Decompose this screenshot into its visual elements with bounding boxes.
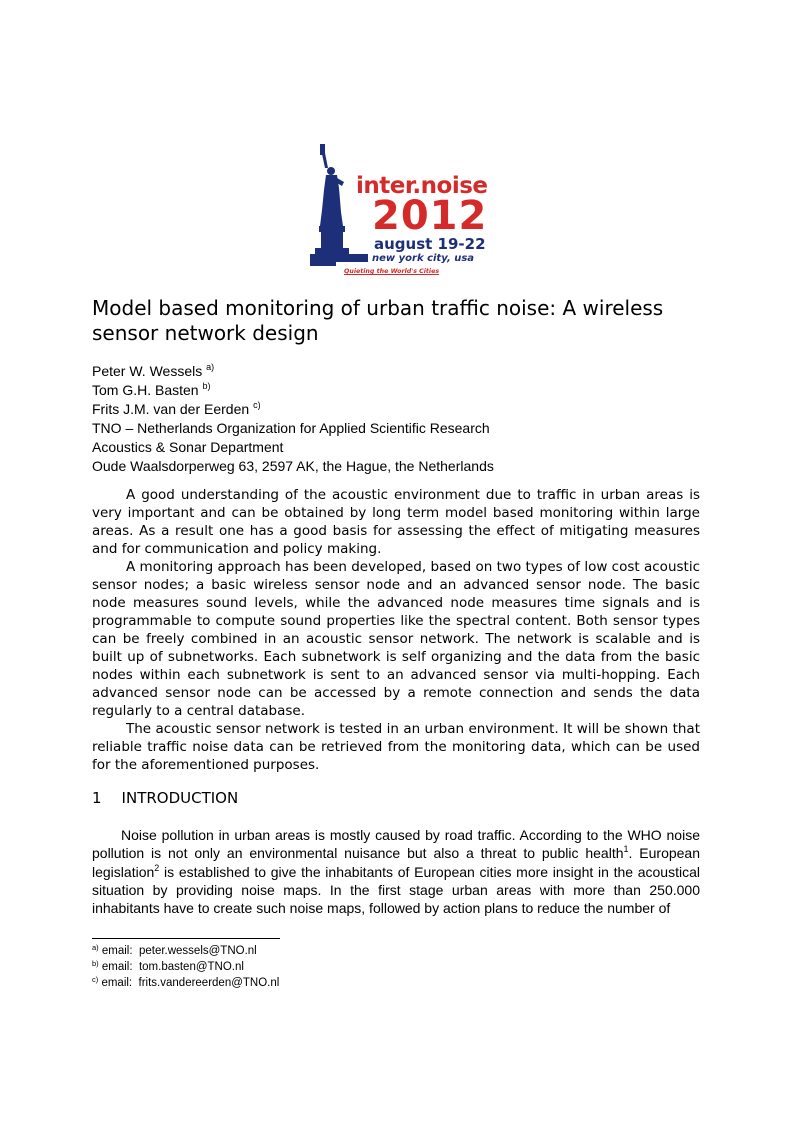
- author-name: Peter W. Wessels: [92, 363, 203, 379]
- footnote-mark: a): [92, 943, 99, 952]
- footnote-mark: c): [92, 975, 99, 984]
- affiliation-mark: a): [206, 362, 215, 372]
- footnote-label: email:: [101, 977, 133, 989]
- author-line: [92, 381, 494, 400]
- footnote-mark: b): [92, 959, 99, 968]
- section-heading: [92, 789, 238, 807]
- abstract-paragraph: A monitoring approach has been developed, based on two types of low cost acoustic sensor nodes; a basic wireless sensor node and an advanced sensor node. The basic node measures sound levels, while the advanced node measures time signals and is programmable to compute sound properties like the spectral content. Both sensor types can be freely combined in an acoustic sensor network. The network is scalable and is built up of subnetworks. Each subnetwork is self organizing and the data from the basic nodes within each subnetwork is sent to an advanced sensor via multi-hopping. Each advanced sensor node can be accessed by a remote connection and sends the data regularly to a central database.: [92, 559, 700, 719]
- affiliation-line: TNO – Netherlands Organization for Applied Scientific Research: [92, 420, 490, 436]
- email-link[interactable]: tom.basten@TNO.nl: [138, 961, 244, 973]
- logo-year: 2012: [372, 193, 488, 239]
- footnote: [92, 943, 279, 959]
- intro-text: . European legislation: [92, 845, 700, 880]
- footnote-divider: [92, 938, 280, 939]
- reference-mark: 1: [623, 844, 629, 855]
- footnote-label: email:: [101, 961, 133, 973]
- affiliation-line: Acoustics & Sonar Department: [92, 439, 284, 455]
- section-title: INTRODUCTION: [121, 789, 239, 807]
- abstract-paragraph: A good understanding of the acoustic environment due to traffic in urban areas is very important and can be obtained by long term model based monitoring within large areas. As a result one has a good basis for assessing the effect of mitigating measures and for communication and policy making.: [92, 487, 700, 557]
- intro-text: is established to give the inhabitants of European cities more insight in the acoustical situation by providing noise maps. In the first stage urban areas with more than 250.000 inhabitants have to create such noise maps, followed by action plans to reduce the number of: [92, 863, 700, 917]
- logo-tagline: Quieting the World's Cities: [344, 268, 440, 275]
- footnotes: [92, 943, 279, 991]
- abstract: [92, 486, 700, 774]
- conference-logo: [310, 140, 490, 280]
- section-number: 1: [92, 789, 102, 807]
- logo-name: inter.noise: [356, 173, 488, 199]
- affiliation-line: Oude Waalsdorperweg 63, 2597 AK, the Hague, the Netherlands: [92, 458, 494, 474]
- paper-title: Model based monitoring of urban traffic noise: A wireless sensor network design: [92, 296, 664, 345]
- affiliation-mark: c): [253, 400, 261, 410]
- footnote: [92, 959, 279, 975]
- author-line: [92, 362, 494, 381]
- author-name: Frits J.M. van der Eerden: [92, 401, 250, 417]
- intro-text: Noise pollution in urban areas is mostly caused by road traffic. According to the WHO noise pollution is not only an environmental nuisance but also a threat to public health: [92, 827, 700, 862]
- author-name: Tom G.H. Basten: [92, 382, 199, 398]
- footnote-label: email:: [101, 945, 133, 957]
- logo-dates: august 19-22: [374, 235, 486, 253]
- statue-of-liberty-icon: [310, 140, 370, 268]
- abstract-paragraph: The acoustic sensor network is tested in an urban environment. It will be shown that reliable traffic noise data can be retrieved from the monitoring data, which can be used for the aforementioned purposes.: [92, 721, 700, 773]
- footnote: [92, 975, 279, 991]
- author-line: [92, 400, 494, 419]
- reference-mark: 2: [154, 862, 160, 873]
- intro-paragraph: [92, 826, 700, 917]
- logo-location: new york city, usa: [372, 253, 475, 264]
- email-link[interactable]: frits.vandereerden@TNO.nl: [138, 977, 280, 989]
- affiliation-mark: b): [202, 381, 211, 391]
- author-block: [92, 362, 494, 476]
- email-link[interactable]: peter.wessels@TNO.nl: [138, 945, 257, 957]
